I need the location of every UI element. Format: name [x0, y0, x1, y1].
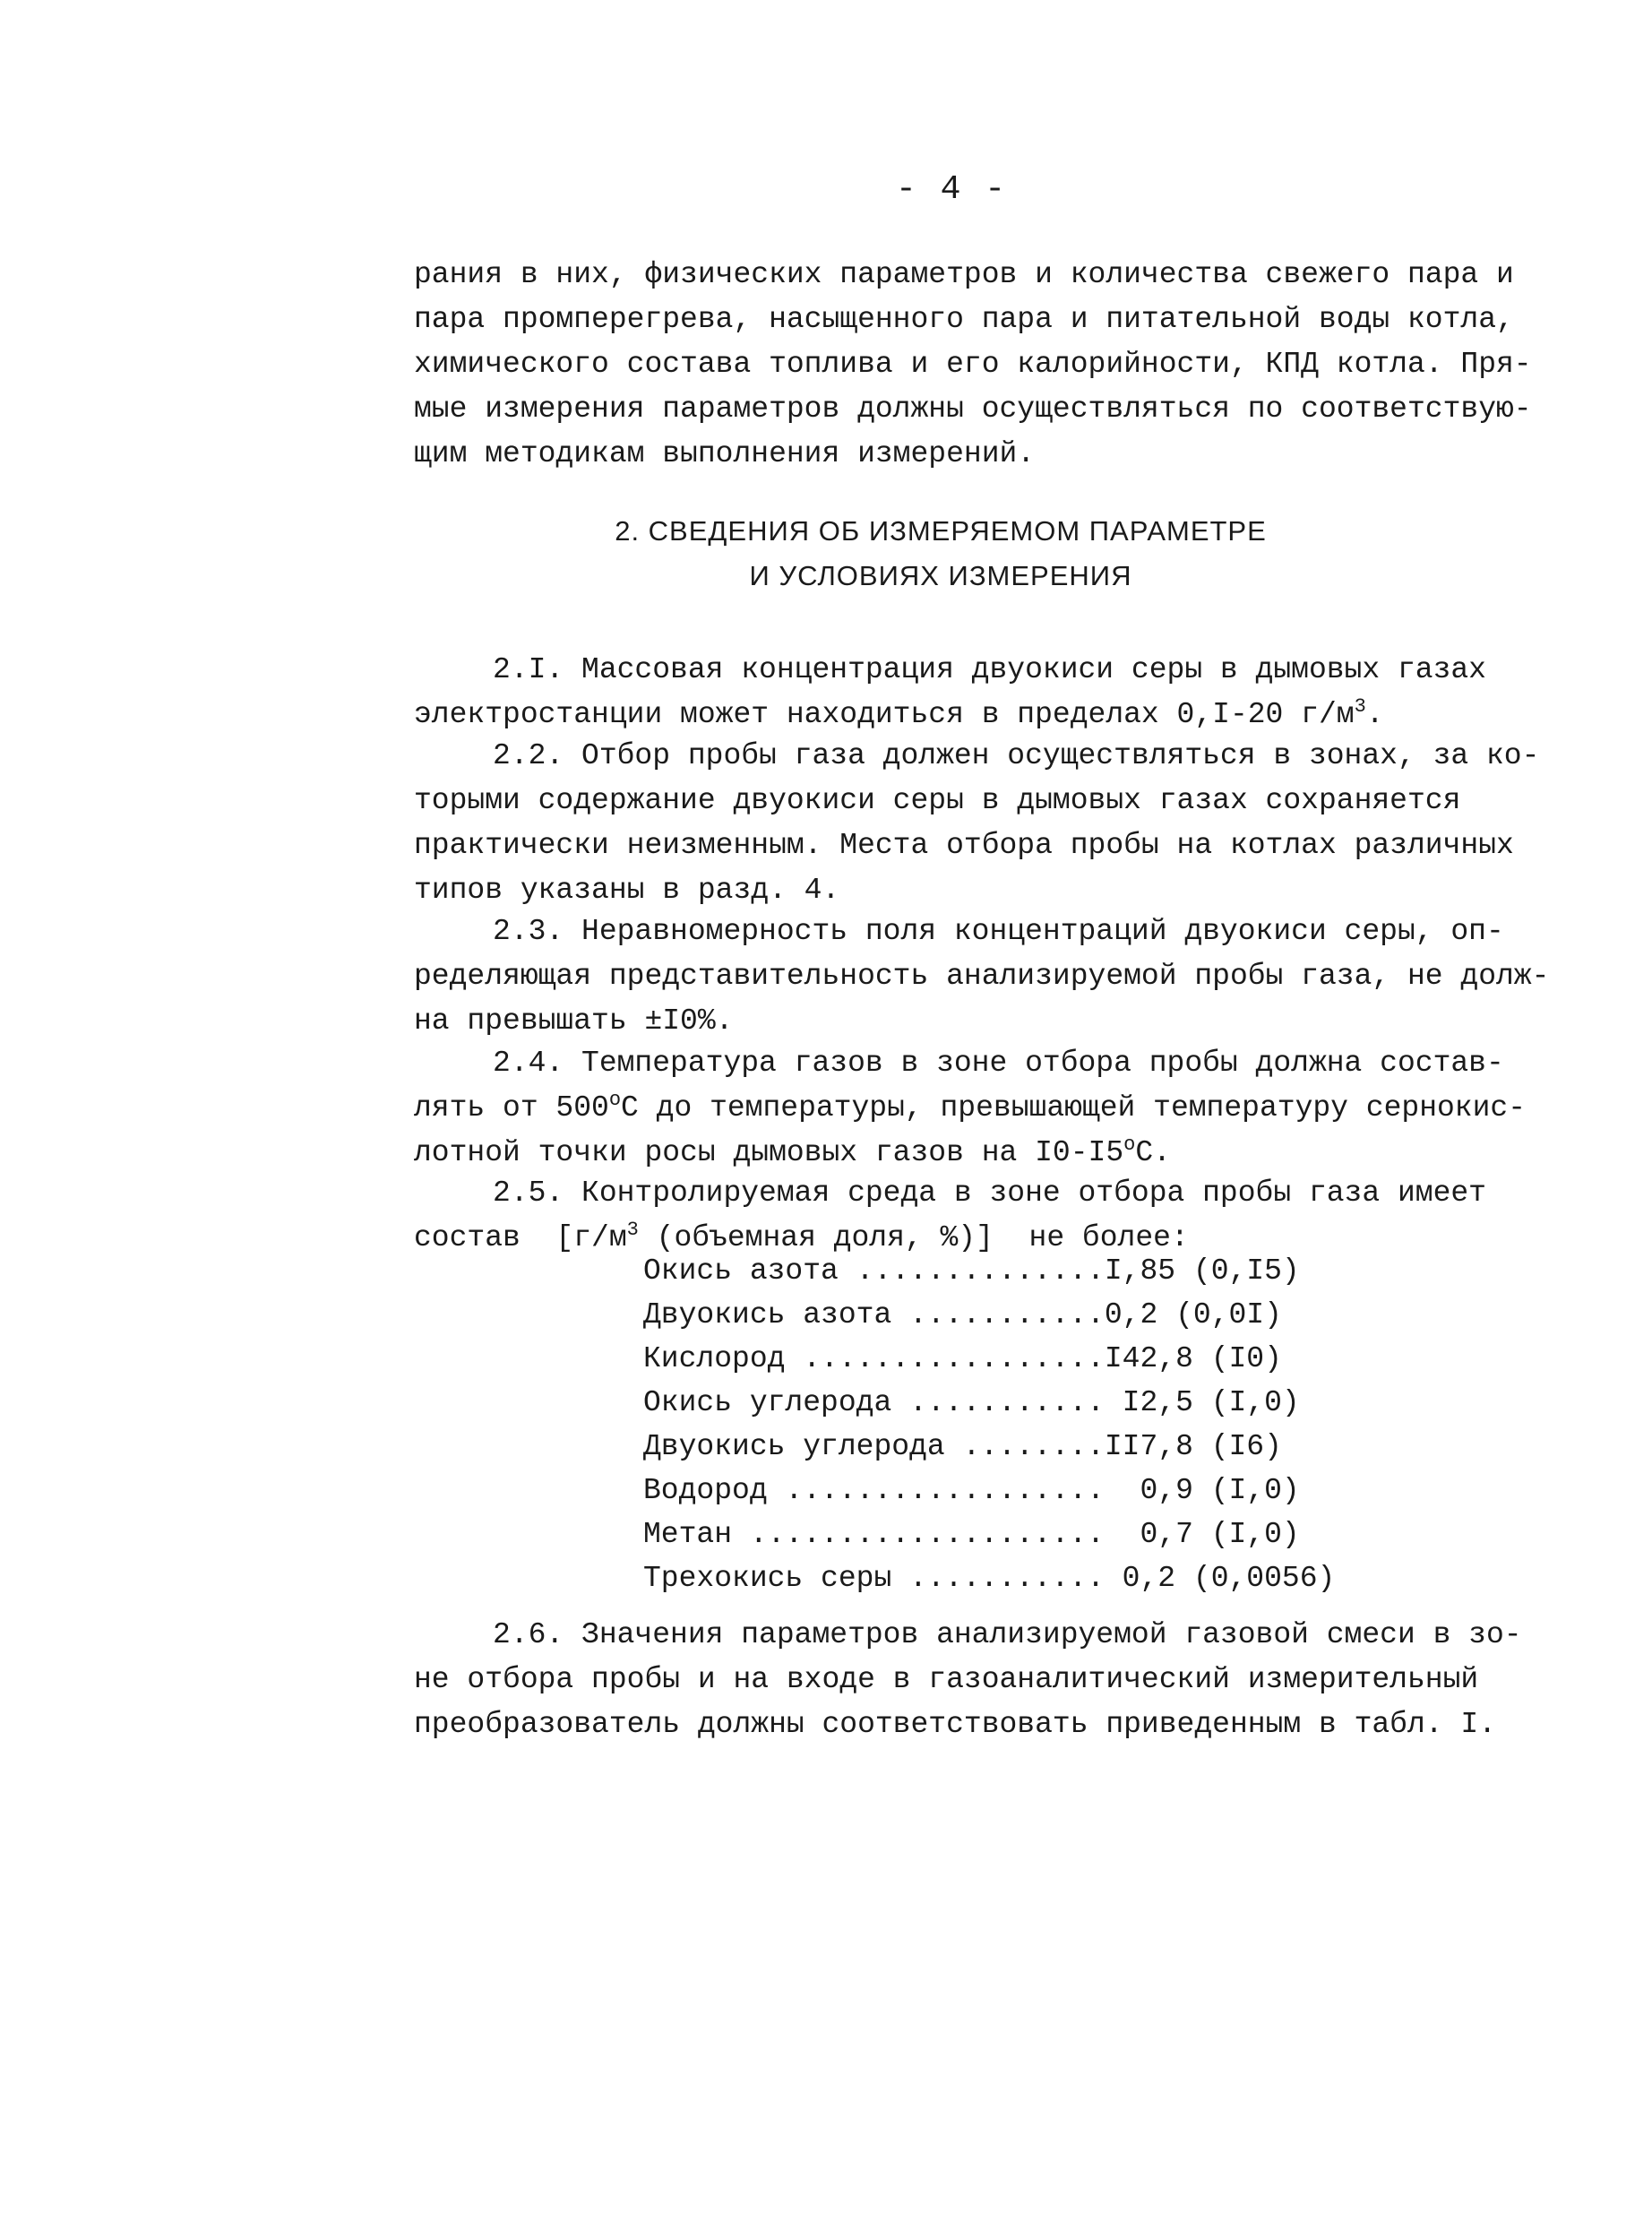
- superscript: 3: [1354, 695, 1366, 718]
- superscript: 3: [626, 1219, 639, 1241]
- text-line: мые измерения параметров должны осуществляться по соответствую-: [414, 392, 1532, 426]
- text-line: 2.5. Контролируемая среда в зоне отбора пробы газа имеет: [493, 1176, 1486, 1210]
- text-line: типов указаны в разд. 4.: [414, 874, 840, 907]
- composition-row: Кислород .................I42,8 (I0): [643, 1342, 1282, 1375]
- text-line: щим методикам выполнения измерений.: [414, 437, 1036, 470]
- text-line: преобразователь должны соответствовать приведенным в табл. I.: [414, 1708, 1496, 1741]
- paragraph-2-2: [414, 734, 1543, 913]
- composition-row: Трехокись серы ........... 0,2 (0,0056): [643, 1562, 1336, 1595]
- paragraph-2-4: [414, 1041, 1543, 1176]
- text-line: практически неизменным. Места отбора пробы на котлах различных: [414, 829, 1514, 862]
- section-heading-line1: 2. СВЕДЕНИЯ ОБ ИЗМЕРЯЕМОМ ПАРАМЕТРЕ: [615, 515, 1267, 547]
- text-line: ределяющая представительность анализируемой пробы газа, не долж-: [414, 960, 1550, 993]
- page-number: - 4 -: [896, 170, 1008, 209]
- text-line: торыми содержание двуокиси серы в дымовых газах сохраняется: [414, 784, 1461, 817]
- composition-row: Двуокись азота ...........0,2 (0,0I): [643, 1298, 1282, 1331]
- section-heading: [538, 509, 1344, 599]
- section-heading-line2: И УСЛОВИЯХ ИЗМЕРЕНИЯ: [749, 560, 1132, 591]
- text-line: не отбора пробы и на входе в газоаналитический измерительный: [414, 1663, 1479, 1696]
- text-line: 2.2. Отбор пробы газа должен осуществляться в зонах, за ко-: [493, 739, 1540, 772]
- text-line: 2.I. Массовая концентрация двуокиси серы в дымовых газах: [493, 653, 1486, 686]
- paragraph-2-1: [414, 648, 1543, 737]
- composition-row: Окись углерода ........... I2,5 (I,0): [643, 1386, 1300, 1419]
- text-line: 2.4. Температура газов в зоне отбора пробы должна состав-: [493, 1047, 1504, 1080]
- text-line: лотной точки росы дымовых газов на $I0-I5^оС$.: [414, 1133, 1171, 1169]
- text-line: на превышать ±I0%.: [414, 1004, 734, 1038]
- paragraph-2-5: [414, 1171, 1543, 1261]
- paragraph-2-3: [414, 909, 1550, 1044]
- composition-row: Метан .................... 0,7 (I,0): [643, 1518, 1300, 1551]
- composition-row: Двуокись углерода ........II7,8 (I6): [643, 1430, 1282, 1463]
- paragraph-2-6: [414, 1613, 1543, 1747]
- text-line: электростанции может находиться в пределах 0,I-20 $г/м^3$.: [414, 695, 1384, 731]
- text-line: химического состава топлива и его калорийности, КПД котла. Пря-: [414, 348, 1532, 381]
- text-line: пара промперегрева, насыщенного пара и питательной воды котла,: [414, 303, 1514, 336]
- degree-superscript: о: [1123, 1133, 1136, 1156]
- degree-superscript: о: [608, 1089, 622, 1111]
- composition-list: [643, 1249, 1335, 1600]
- composition-row: Водород .................. 0,9 (I,0): [643, 1474, 1300, 1507]
- intro-paragraph: [414, 253, 1543, 477]
- text-line: 2.3. Неравномерность поля концентраций двуокиси серы, оп-: [493, 915, 1504, 948]
- text-line: 2.6. Значения параметров анализируемой газовой смеси в зо-: [493, 1618, 1522, 1651]
- text-line: лять от $500^оС$ до температуры, превышающей температуру сернокис-: [414, 1089, 1527, 1125]
- text-line: состав [$г/м^3$ (объемная доля, %)] не более:: [414, 1219, 1189, 1254]
- text-line: рания в них, физических параметров и количества свежего пара и: [414, 258, 1514, 291]
- composition-row: Окись азота ..............I,85 (0,I5): [643, 1254, 1300, 1288]
